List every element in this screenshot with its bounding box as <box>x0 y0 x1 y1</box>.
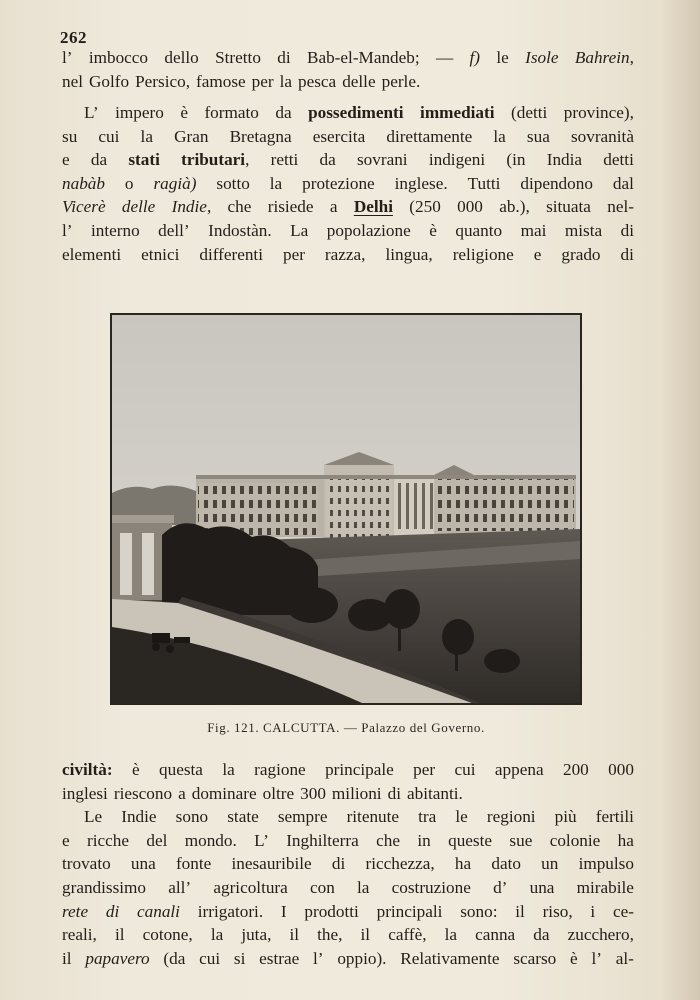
word: razza, <box>324 244 366 264</box>
word: Vicerè <box>62 197 106 217</box>
word: cui <box>199 948 221 968</box>
word: appena <box>494 760 544 779</box>
word: direttamente <box>386 126 473 146</box>
word: ricche <box>87 830 129 850</box>
word: perle. <box>381 71 421 91</box>
word: inesauribile <box>231 854 312 874</box>
word: Persico, <box>135 71 191 91</box>
word: ritenute <box>346 807 400 827</box>
word: o <box>124 173 134 193</box>
text-line <box>62 876 634 900</box>
word: f) <box>469 48 481 67</box>
word: si <box>233 948 246 968</box>
paragraph-bottom <box>62 758 634 970</box>
word: la <box>269 173 283 193</box>
word: la <box>140 126 153 146</box>
word: Bretagna <box>229 126 292 146</box>
word: cui <box>454 760 476 779</box>
word: riso, <box>542 901 573 921</box>
word: al- <box>615 948 634 968</box>
word: da <box>319 150 336 170</box>
word: Indie <box>121 807 157 827</box>
word: nel- <box>607 197 634 217</box>
text-line <box>62 805 634 829</box>
text-line <box>62 148 634 172</box>
word: inglesi <box>62 783 108 803</box>
word: sovranità <box>570 126 634 146</box>
word: è <box>180 103 188 122</box>
word: juta, <box>241 925 272 945</box>
word: estrae <box>259 948 300 968</box>
text-line <box>62 758 634 782</box>
word: India <box>546 150 583 170</box>
word: L’ <box>254 830 269 850</box>
word: dell’ <box>158 220 190 240</box>
word: la <box>279 71 293 91</box>
word: da <box>275 103 292 122</box>
word: di <box>620 244 634 264</box>
word: il <box>62 948 72 968</box>
word: irrigatori. <box>197 901 264 921</box>
word: nabàb <box>62 173 105 193</box>
word: Delhi <box>353 197 393 217</box>
word: delle <box>121 197 156 217</box>
word: grandissimo <box>62 877 147 897</box>
word: la <box>210 925 224 945</box>
word: su <box>62 126 78 146</box>
word: canna <box>475 925 516 945</box>
word: (250 <box>409 197 441 217</box>
word: l’ <box>62 220 73 240</box>
word: di <box>331 854 346 874</box>
word: La <box>290 220 309 240</box>
word: famose <box>196 71 246 91</box>
word: le <box>496 48 509 67</box>
word: scarso <box>513 948 557 968</box>
word: di <box>620 220 634 240</box>
word: tra <box>418 807 437 827</box>
word: ragià) <box>153 173 197 193</box>
word: interno <box>90 220 140 240</box>
word: sue <box>509 830 533 850</box>
word: situata <box>546 197 591 217</box>
word: il <box>289 925 300 945</box>
text-line <box>62 125 634 149</box>
word: per <box>251 71 274 91</box>
text-line <box>62 923 634 947</box>
word: tributari, <box>181 150 250 170</box>
word: caffè, <box>388 925 427 945</box>
text-line <box>62 46 634 70</box>
paragraph-empire <box>62 101 634 266</box>
word: da <box>90 150 108 170</box>
word: Indie, <box>171 197 212 217</box>
word: del <box>146 830 168 850</box>
word: più <box>554 807 577 827</box>
word: Gran <box>174 126 209 146</box>
word: Inghilterra <box>286 830 359 850</box>
word: dominare <box>191 783 257 803</box>
text-line <box>62 70 634 94</box>
word: impulso <box>578 854 634 874</box>
word: Tutti <box>467 173 501 193</box>
word: (da <box>163 948 186 968</box>
word: 300 <box>300 783 326 803</box>
text-line <box>62 947 634 971</box>
word: sua <box>526 126 550 146</box>
word: trovato <box>62 854 111 874</box>
word: religione <box>452 244 514 264</box>
word: fertili <box>595 807 634 827</box>
word: riescono <box>113 783 173 803</box>
word: la <box>493 126 506 146</box>
word: mista <box>564 220 603 240</box>
word: sotto <box>216 173 250 193</box>
word: stati <box>128 150 160 170</box>
word: le <box>455 807 468 827</box>
text-line <box>62 243 634 267</box>
word: di <box>277 48 291 67</box>
word: i <box>590 901 596 921</box>
word: prodotti <box>304 901 359 921</box>
word: province), <box>563 103 634 122</box>
word: 200 <box>562 760 589 779</box>
word: queste <box>448 830 493 850</box>
word: dal <box>612 173 634 193</box>
paragraph-top <box>62 46 634 93</box>
word: l’ <box>62 48 73 67</box>
word: sono: <box>460 901 498 921</box>
word: dello <box>164 48 199 67</box>
word: nel <box>62 71 83 91</box>
word: fonte <box>175 854 212 874</box>
word: detti <box>603 150 634 170</box>
word: è <box>570 948 578 968</box>
word: immediati <box>420 103 495 122</box>
word: retti <box>270 150 299 170</box>
text-line <box>62 219 634 243</box>
word: costruzione <box>391 877 471 897</box>
word: e <box>62 830 70 850</box>
word: I <box>280 901 287 921</box>
word: la <box>222 760 235 779</box>
word: è <box>429 220 437 240</box>
word: per <box>282 244 305 264</box>
word: dipendono <box>520 173 593 193</box>
word: cotone, <box>142 925 193 945</box>
word: che <box>376 830 400 850</box>
word: di <box>387 783 401 803</box>
word: differenti <box>199 244 263 264</box>
text-line <box>62 852 634 876</box>
figure-caption: Fig. 121. CALCUTTA. — Palazzo del Governo. <box>207 720 485 735</box>
text-line <box>62 101 634 125</box>
word: lingua, <box>385 244 433 264</box>
word: un <box>541 854 559 874</box>
word: imbocco <box>88 48 149 67</box>
word: formato <box>204 103 259 122</box>
word: è <box>131 760 140 779</box>
word: popolazione <box>326 220 411 240</box>
word: e <box>533 244 542 264</box>
word: (detti <box>511 103 548 122</box>
word: principali <box>376 901 443 921</box>
word: a <box>329 197 338 217</box>
word: sempre <box>277 807 328 827</box>
word: inglese. <box>394 173 448 193</box>
word: possedimenti <box>308 103 404 122</box>
word: Isole <box>525 48 559 67</box>
word: grado <box>561 244 601 264</box>
halftone-photograph <box>112 315 580 703</box>
word: sono <box>175 807 209 827</box>
word: questa <box>159 760 203 779</box>
word: per <box>413 760 436 779</box>
word: agricoltura <box>213 877 288 897</box>
word: (in <box>506 150 526 170</box>
word: con <box>310 877 335 897</box>
word: e <box>62 150 70 170</box>
word: regioni <box>486 807 536 827</box>
word: reali, <box>62 925 97 945</box>
word: Indostàn. <box>208 220 272 240</box>
text-line <box>62 900 634 924</box>
word: elementi <box>62 244 122 264</box>
text-line <box>62 195 634 219</box>
word: Bahrein, <box>574 48 634 67</box>
word: la <box>444 925 458 945</box>
word: il <box>114 925 125 945</box>
word: il <box>515 901 525 921</box>
word: protezione <box>302 173 375 193</box>
word: cui <box>98 126 120 146</box>
word: quanto <box>455 220 503 240</box>
word: the, <box>317 925 343 945</box>
word: a <box>178 783 186 803</box>
word: all’ <box>168 877 192 897</box>
word: Stretto <box>215 48 261 67</box>
word: d’ <box>493 877 508 897</box>
word: sovrani <box>356 150 408 170</box>
word: zucchero, <box>567 925 634 945</box>
word: ce- <box>612 901 634 921</box>
word: oppio). <box>337 948 387 968</box>
word: Bab-el-Mandeb; <box>307 48 420 67</box>
word: ha <box>454 854 472 874</box>
word: da <box>533 925 550 945</box>
word: risiede <box>267 197 314 217</box>
word: mai <box>520 220 547 240</box>
word: L’ <box>84 103 99 122</box>
word: ha <box>617 830 634 850</box>
page-edge-shadow <box>660 0 700 1000</box>
word: Relativamente <box>400 948 500 968</box>
word: una <box>529 877 555 897</box>
word: rete <box>62 901 89 921</box>
word: delle <box>342 71 376 91</box>
word: il <box>360 925 371 945</box>
word: mondo. <box>184 830 237 850</box>
figure-photo-calcutta-government-house <box>110 313 582 705</box>
word: civiltà: <box>62 760 113 779</box>
page-number: 262 <box>60 28 87 47</box>
word: una <box>130 854 156 874</box>
word: colonie <box>549 830 601 850</box>
word: abitanti. <box>406 783 463 803</box>
word: in <box>417 830 431 850</box>
word: l’ <box>313 948 324 968</box>
word: state <box>227 807 259 827</box>
word: pesca <box>298 71 337 91</box>
word: ab.), <box>499 197 530 217</box>
word: principale <box>325 760 394 779</box>
word: che <box>227 197 252 217</box>
text-line <box>62 829 634 853</box>
word: milioni <box>331 783 382 803</box>
word: ragione <box>254 760 306 779</box>
word: impero <box>115 103 164 122</box>
word: — <box>435 48 454 67</box>
word: Le <box>84 807 103 827</box>
word: Golfo <box>89 71 130 91</box>
word: papavero <box>85 948 150 968</box>
word: canali <box>137 901 180 921</box>
word: dato <box>491 854 521 874</box>
word: indigeni <box>428 150 486 170</box>
word: etnici <box>141 244 180 264</box>
text-line <box>62 172 634 196</box>
word: esercita <box>312 126 366 146</box>
word: 000 <box>608 760 634 779</box>
word: la <box>357 877 370 897</box>
word: di <box>105 901 120 921</box>
word: oltre <box>262 783 295 803</box>
word: ricchezza, <box>365 854 435 874</box>
word: l’ <box>591 948 602 968</box>
word: mirabile <box>576 877 634 897</box>
word: 000 <box>457 197 483 217</box>
text-line <box>62 782 634 806</box>
